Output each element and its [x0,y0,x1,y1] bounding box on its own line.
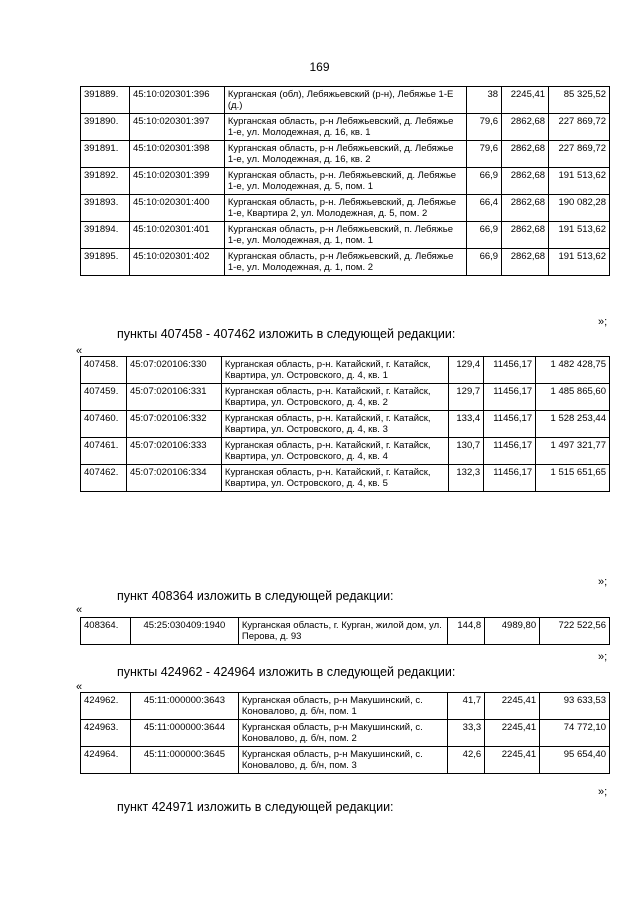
cell-rate: 2862,68 [502,222,549,249]
cell-cadastral-number: 45:10:020301:402 [129,249,224,276]
cell-cost: 95 654,40 [540,747,610,774]
cell-address: Курганская область, р-н Лебяжьевский, д. Лебяжье 1-е, ул. Молодежная, д. 16, кв. 2 [224,141,466,168]
cell-record-number: 391889. [81,87,130,114]
amendment-paragraph: пункты 424962 - 424964 изложить в следующей редакции: [117,665,456,679]
cell-cost: 227 869,72 [549,141,610,168]
cell-address: Курганская (обл), Лебяжьевский (р-н), Лебяжье 1-Е (д.) [224,87,466,114]
table-row [81,693,610,720]
cell-cadastral-number: 45:07:020106:333 [126,438,221,465]
cell-rate: 2245,41 [485,747,540,774]
cell-address: Курганская область, р-н. Катайский, г. Катайск, Квартира, ул. Островского, д. 4, кв. 5 [221,465,448,492]
cell-rate: 2245,41 [502,87,549,114]
property-table-4 [80,692,610,774]
cell-cost: 1 482 428,75 [536,357,610,384]
closing-quote: »; [598,786,608,798]
cell-rate: 2862,68 [502,114,549,141]
cell-cost: 191 513,62 [549,222,610,249]
table-row [81,87,610,114]
cell-rate: 2862,68 [502,195,549,222]
cell-rate: 11456,17 [484,384,536,411]
cell-area: 129,7 [449,384,484,411]
cell-cadastral-number: 45:10:020301:401 [129,222,224,249]
cell-rate: 2862,68 [502,249,549,276]
cell-area: 41,7 [448,693,485,720]
cell-record-number: 391894. [81,222,130,249]
opening-quote: « [76,604,83,616]
cell-area: 42,6 [448,747,485,774]
cell-address: Курганская область, р-н Лебяжьевский, д. Лебяжье 1-е, ул. Молодежная, д. 16, кв. 1 [224,114,466,141]
cell-address: Курганская область, р-н Лебяжьевский, д. Лебяжье 1-е, ул. Молодежная, д. 1, пом. 2 [224,249,466,276]
cell-cadastral-number: 45:10:020301:399 [129,168,224,195]
table-row [81,141,610,168]
closing-quote: »; [598,316,608,328]
cell-cadastral-number: 45:07:020106:331 [126,384,221,411]
cell-address: Курганская область, р-н Лебяжьевский, п. Лебяжье 1-е, ул. Молодежная, д. 1, пом. 1 [224,222,466,249]
cell-rate: 11456,17 [484,465,536,492]
property-table-3 [80,617,610,645]
cell-cost: 1 497 321,77 [536,438,610,465]
amendment-paragraph: пункт 424971 изложить в следующей редакции: [117,800,394,814]
cell-cadastral-number: 45:10:020301:397 [129,114,224,141]
cell-cadastral-number: 45:10:020301:400 [129,195,224,222]
cell-cadastral-number: 45:11:000000:3644 [130,720,238,747]
cell-cadastral-number: 45:07:020106:334 [126,465,221,492]
cell-rate: 2862,68 [502,141,549,168]
cell-record-number: 391890. [81,114,130,141]
cell-address: Курганская область, р-н. Катайский, г. Катайск, Квартира, ул. Островского, д. 4, кв. 1 [221,357,448,384]
cell-area: 33,3 [448,720,485,747]
cell-cost: 191 513,62 [549,249,610,276]
cell-record-number: 407462. [81,465,127,492]
table-row [81,438,610,465]
cell-rate: 4989,80 [485,618,540,645]
cell-cost: 1 515 651,65 [536,465,610,492]
cell-cost: 74 772,10 [540,720,610,747]
cell-address: Курганская область, р-н. Катайский, г. Катайск, Квартира, ул. Островского, д. 4, кв. 2 [221,384,448,411]
cell-rate: 11456,17 [484,357,536,384]
cell-record-number: 424963. [81,720,131,747]
table-row [81,249,610,276]
amendment-paragraph: пункт 408364 изложить в следующей редакции: [117,589,394,603]
cell-rate: 11456,17 [484,411,536,438]
table-row [81,618,610,645]
cell-cost: 191 513,62 [549,168,610,195]
table-row [81,195,610,222]
cell-record-number: 391891. [81,141,130,168]
cell-area: 79,6 [467,141,502,168]
cell-cadastral-number: 45:07:020106:330 [126,357,221,384]
cell-rate: 2245,41 [485,720,540,747]
cell-record-number: 391892. [81,168,130,195]
cell-area: 66,9 [467,222,502,249]
cell-address: Курганская область, р-н Макушинский, с. Коновалово, д. б/н, пом. 3 [238,747,447,774]
table-row [81,114,610,141]
cell-cost: 1 485 865,60 [536,384,610,411]
cell-cadastral-number: 45:11:000000:3645 [130,747,238,774]
cell-cost: 190 082,28 [549,195,610,222]
cell-cadastral-number: 45:25:030409:1940 [130,618,238,645]
table-row [81,222,610,249]
cell-cadastral-number: 45:11:000000:3643 [130,693,238,720]
cell-address: Курганская область, р-н. Катайский, г. Катайск, Квартира, ул. Островского, д. 4, кв. 3 [221,411,448,438]
opening-quote: « [76,681,83,693]
closing-quote: »; [598,576,608,588]
cell-area: 144,8 [448,618,485,645]
table-row [81,168,610,195]
cell-cost: 722 522,56 [540,618,610,645]
cell-area: 66,4 [467,195,502,222]
table-row [81,357,610,384]
table-row [81,720,610,747]
cell-cadastral-number: 45:10:020301:398 [129,141,224,168]
cell-cost: 227 869,72 [549,114,610,141]
cell-record-number: 391895. [81,249,130,276]
opening-quote: « [76,345,83,357]
cell-area: 129,4 [449,357,484,384]
cell-rate: 2245,41 [485,693,540,720]
cell-record-number: 408364. [81,618,131,645]
cell-area: 66,9 [467,168,502,195]
cell-address: Курганская область, р-н. Катайский, г. Катайск, Квартира, ул. Островского, д. 4, кв. 4 [221,438,448,465]
cell-area: 38 [467,87,502,114]
closing-quote: »; [598,651,608,663]
cell-record-number: 391893. [81,195,130,222]
page-number: 169 [309,60,330,74]
cell-cadastral-number: 45:07:020106:332 [126,411,221,438]
cell-cost: 93 633,53 [540,693,610,720]
cell-address: Курганская область, г. Курган, жилой дом, ул. Перова, д. 93 [238,618,447,645]
cell-cadastral-number: 45:10:020301:396 [129,87,224,114]
cell-address: Курганская область, р-н. Лебяжьевский, д. Лебяжье 1-е, ул. Молодежная, д. 5, пом. 1 [224,168,466,195]
amendment-paragraph: пункты 407458 - 407462 изложить в следующей редакции: [117,327,456,341]
cell-area: 79,6 [467,114,502,141]
cell-cost: 85 325,52 [549,87,610,114]
property-table-2 [80,356,610,492]
cell-address: Курганская область, р-н. Лебяжьевский, д. Лебяжье 1-е, Квартира 2, ул. Молодежная, д. 5, пом. 2 [224,195,466,222]
table-row [81,411,610,438]
cell-rate: 11456,17 [484,438,536,465]
cell-address: Курганская область, р-н Макушинский, с. Коновалово, д. б/н, пом. 1 [238,693,447,720]
table-row [81,465,610,492]
cell-record-number: 407459. [81,384,127,411]
cell-rate: 2862,68 [502,168,549,195]
cell-area: 130,7 [449,438,484,465]
cell-area: 133,4 [449,411,484,438]
table-row [81,747,610,774]
cell-record-number: 407458. [81,357,127,384]
cell-record-number: 407460. [81,411,127,438]
cell-record-number: 407461. [81,438,127,465]
cell-record-number: 424962. [81,693,131,720]
cell-area: 66,9 [467,249,502,276]
cell-address: Курганская область, р-н Макушинский, с. Коновалово, д. б/н, пом. 2 [238,720,447,747]
property-table-1 [80,86,610,276]
cell-record-number: 424964. [81,747,131,774]
cell-area: 132,3 [449,465,484,492]
table-row [81,384,610,411]
cell-cost: 1 528 253,44 [536,411,610,438]
